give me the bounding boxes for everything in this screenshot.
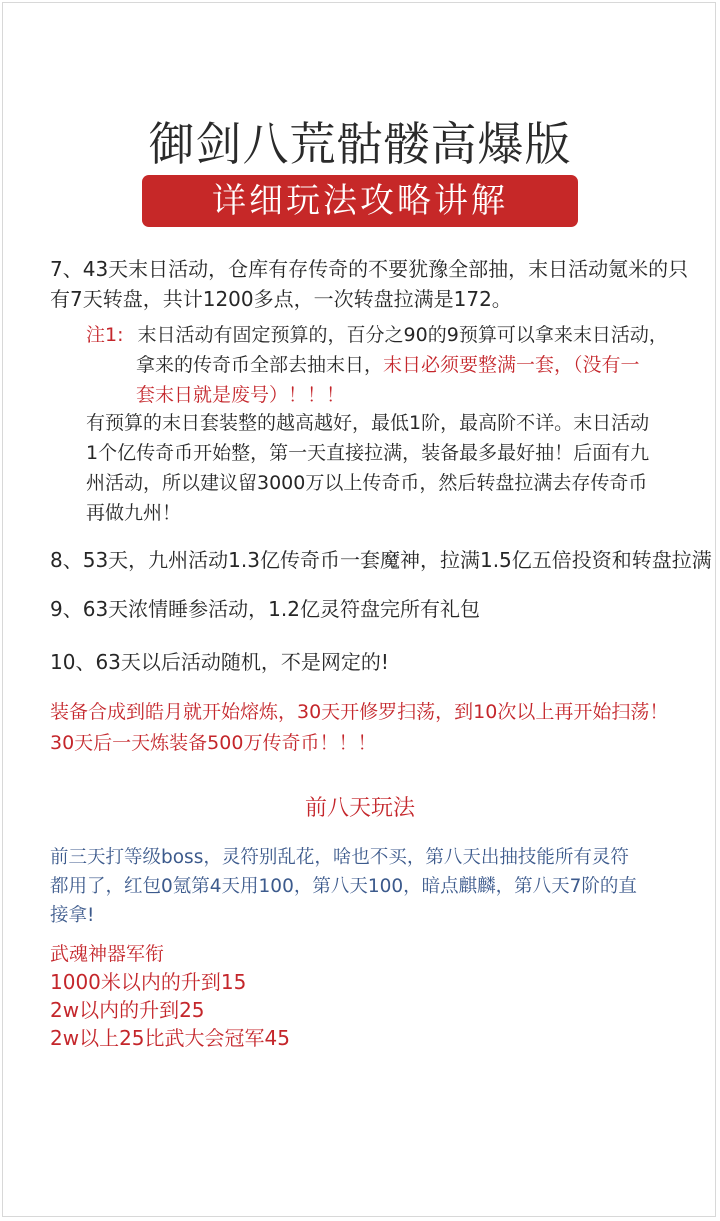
note1-label: 注1: [86, 324, 124, 346]
blue-line2: 都用了，红包0氪第4天用100，第八天100，暗点麒麟，第八天7阶的直 [50, 876, 637, 897]
page-title: 御剑八荒骷髅高爆版 [148, 117, 572, 171]
red-tip-line1: 装备合成到皓月就开始熔炼，30天开修罗扫荡，到10次以上再开始扫荡！ [50, 701, 669, 723]
note1-text2-black: 拿来的传奇币全部去抽末日， [136, 354, 384, 376]
note1-line1 [86, 320, 668, 350]
budget-line3: 州活动，所以建议留3000万以上传奇币，然后转盘拉满去存传奇币 [86, 472, 648, 494]
item7-line2: 有7天转盘，共计1200多点，一次转盘拉满是172。 [50, 287, 512, 311]
item7-line1: 7、43天末日活动，仓库有存传奇的不要犹豫全部抽，末日活动氪米的只 [50, 257, 689, 281]
item10: 10、63天以后活动随机，不是网定的! [50, 650, 389, 674]
budget-line1: 有预算的末日套装整的越高越好，最低1阶，最高阶不详。末日活动 [86, 412, 650, 434]
budget-line4: 再做九州！ [86, 502, 182, 524]
item8: 8、53天，九州活动1.3亿传奇币一套魔神，拉满1.5亿五倍投资和转盘拉满 [50, 548, 712, 572]
note1-text2-red: 末日必须要整满一套，（没有一 [383, 354, 640, 376]
list-item: 2w以上25比武大会冠军45 [50, 1026, 290, 1050]
blue-line1: 前三天打等级boss，灵符别乱花，啥也不买，第八天出抽技能所有灵符 [50, 847, 629, 868]
item9: 9、63天浓情睡参活动，1.2亿灵符盘完所有礼包 [50, 597, 480, 621]
list-item: 武魂神器军衔 [50, 943, 165, 965]
list-item: 1000米以内的升到15 [50, 970, 247, 994]
blue-line3: 接拿! [50, 905, 95, 926]
list-item: 2w以内的升到25 [50, 998, 205, 1022]
note1-text1: 末日活动有固定预算的，百分之90的9预算可以拿来末日活动， [137, 324, 668, 346]
red-tip-line2: 30天后一天炼装备500万传奇币！！！ [50, 732, 377, 754]
budget-line2: 1个亿传奇币开始整，第一天直接拉满，装备最多最好抽！后面有九 [86, 442, 650, 464]
note1-line2 [136, 350, 640, 380]
subtitle-banner: 详细玩法攻略讲解 [142, 175, 578, 227]
section-title: 前八天玩法 [304, 796, 415, 821]
note1-line3: 套末日就是废号）！！！ [136, 384, 346, 406]
